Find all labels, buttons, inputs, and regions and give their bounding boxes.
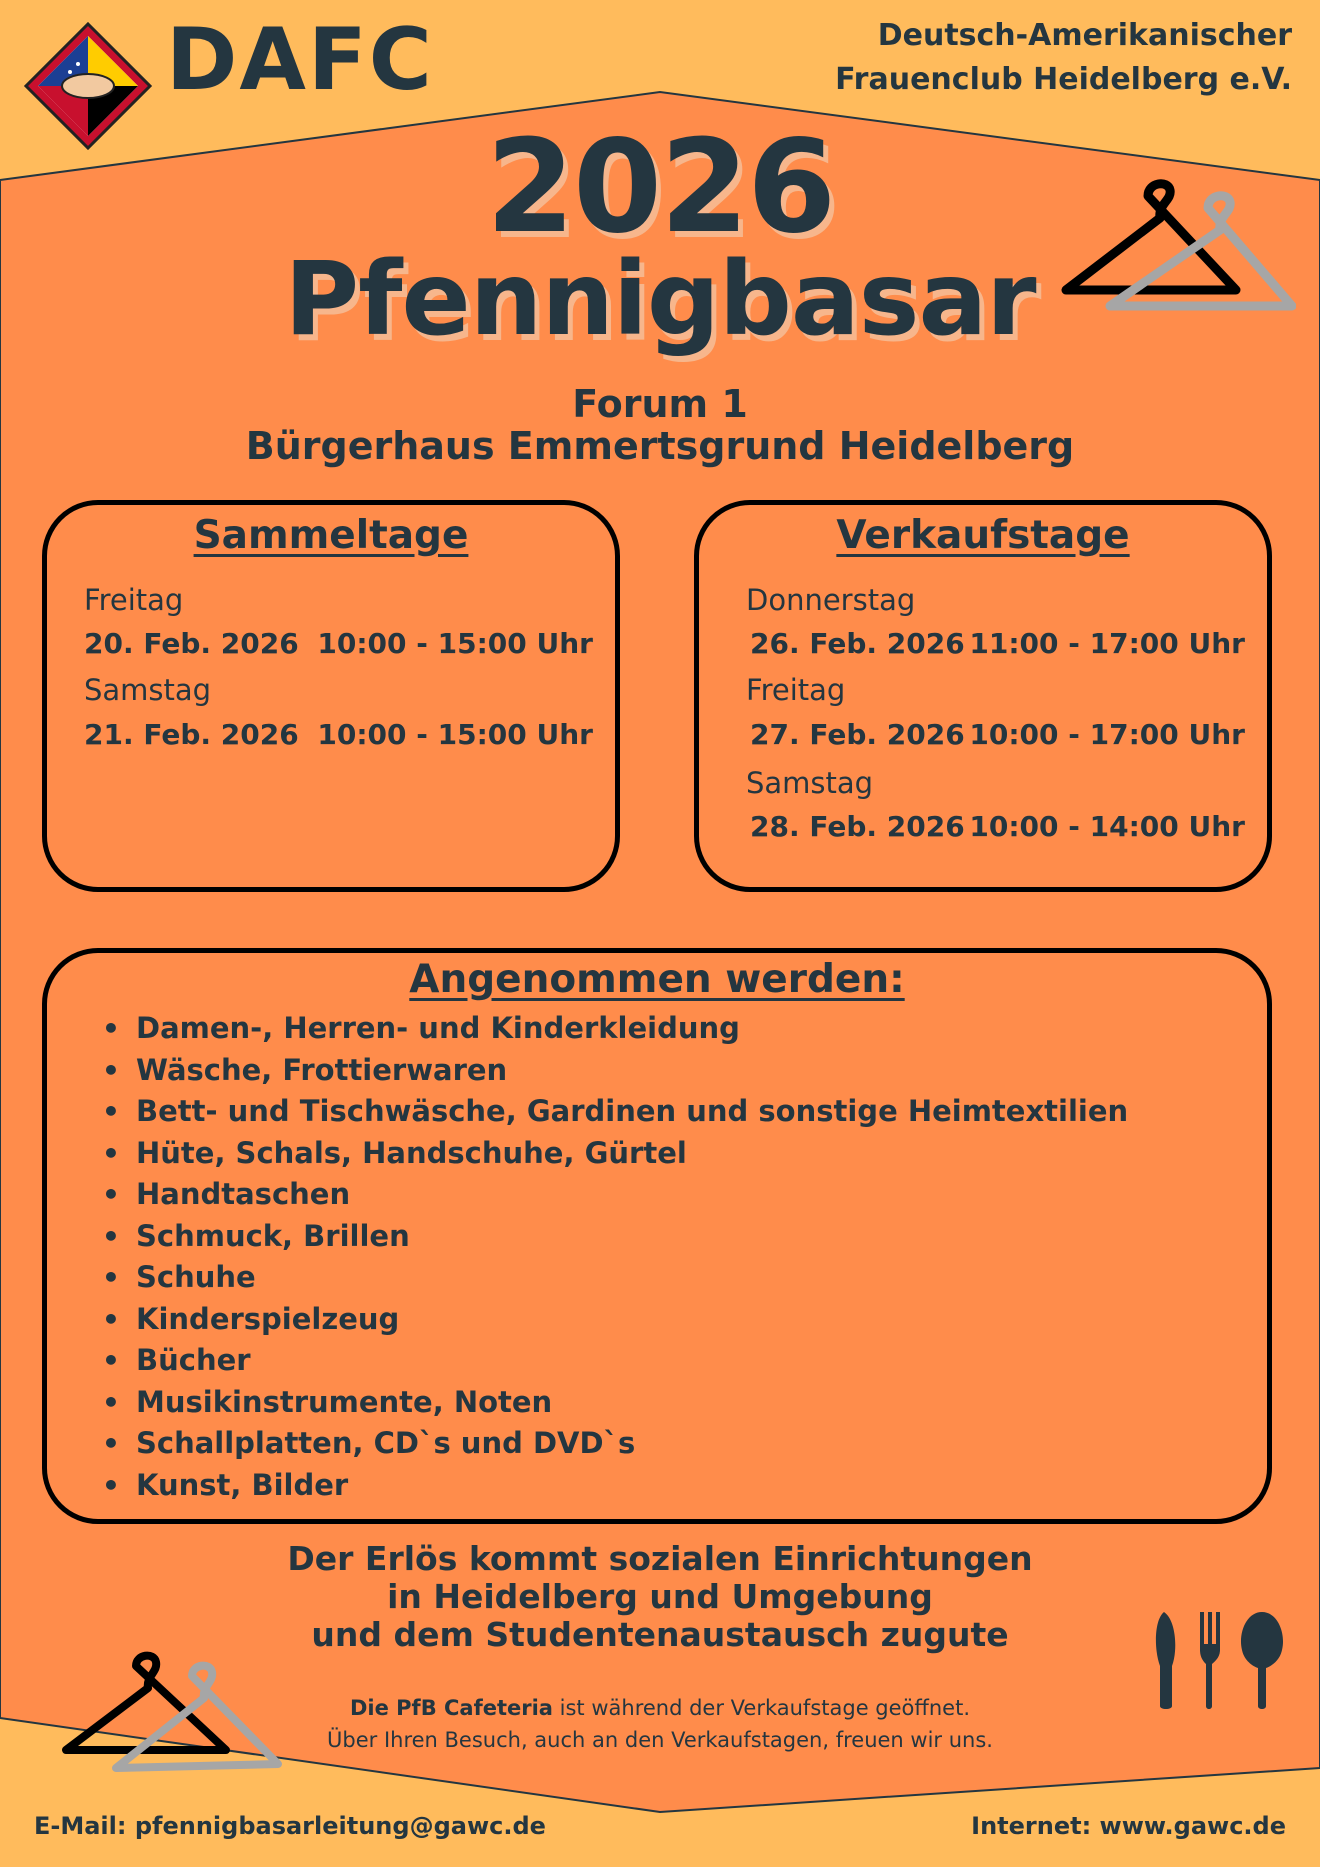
proceeds-line3: und dem Studentenaustausch zugute bbox=[311, 1615, 1009, 1654]
list-item: • Handtaschen bbox=[92, 1174, 1128, 1216]
collection-days-box bbox=[42, 500, 620, 892]
sales-day-1-time: 11:00 - 17:00 Uhr bbox=[969, 627, 1245, 660]
list-item: • Musikinstrumente, Noten bbox=[92, 1382, 1128, 1424]
list-item: • Hüte, Schals, Handschuhe, Gürtel bbox=[92, 1133, 1128, 1175]
website-link[interactable]: Internet: www.gawc.de bbox=[971, 1812, 1286, 1840]
collection-day-2-weekday: Samstag bbox=[84, 673, 212, 707]
collection-days-title: Sammeltage bbox=[193, 513, 469, 558]
list-item: • Schallplatten, CD`s und DVD`s bbox=[92, 1423, 1128, 1465]
email-link[interactable]: E-Mail: pfennigbasarleitung@gawc.de bbox=[34, 1812, 546, 1840]
sales-day-3-weekday: Samstag bbox=[746, 766, 874, 800]
club-name bbox=[835, 14, 1292, 102]
list-item: • Damen-, Herren- und Kinderkleidung bbox=[92, 1008, 1128, 1050]
club-name-line2: Frauenclub Heidelberg e.V. bbox=[835, 62, 1292, 97]
sales-day-2-time: 10:00 - 17:00 Uhr bbox=[969, 718, 1245, 751]
list-item: • Kinderspielzeug bbox=[92, 1299, 1128, 1341]
sales-day-1-date: 26. Feb. 2026 bbox=[750, 627, 965, 660]
list-item: • Wäsche, Frottierwaren bbox=[92, 1050, 1128, 1092]
sales-day-1-weekday: Donnerstag bbox=[746, 583, 916, 617]
list-item: • Kunst, Bilder bbox=[92, 1465, 1128, 1507]
collection-day-1-time: 10:00 - 15:00 Uhr bbox=[317, 627, 593, 660]
list-item: • Bett- und Tischwäsche, Gardinen und sonstige Heimtextilien bbox=[92, 1091, 1128, 1133]
club-name-line1: Deutsch-Amerikanischer bbox=[877, 18, 1292, 53]
accepted-items-title: Angenommen werden: bbox=[409, 957, 905, 1002]
proceeds-line1: Der Erlös kommt sozialen Einrichtungen bbox=[287, 1539, 1033, 1578]
sales-day-2-date: 27. Feb. 2026 bbox=[750, 718, 965, 751]
collection-day-2-date: 21. Feb. 2026 bbox=[84, 718, 299, 751]
cafeteria-note bbox=[0, 1692, 1320, 1756]
collection-day-2-time: 10:00 - 15:00 Uhr bbox=[317, 718, 593, 751]
proceeds-line2: in Heidelberg und Umgebung bbox=[387, 1577, 933, 1616]
cafeteria-line1 bbox=[0, 1692, 1320, 1724]
sales-days-box bbox=[694, 500, 1272, 892]
sales-days-title: Verkaufstage bbox=[836, 513, 1130, 558]
sales-day-3-date: 28. Feb. 2026 bbox=[750, 810, 965, 843]
cafeteria-line2: Über Ihren Besuch, auch an den Verkaufstagen, freuen wir uns. bbox=[327, 1728, 993, 1752]
event-title: Pfennigbasar bbox=[284, 240, 1036, 359]
logo-text: DAFC bbox=[166, 10, 434, 110]
location-line1: Forum 1 bbox=[572, 382, 748, 426]
accepted-items-list bbox=[92, 1008, 1128, 1506]
list-item: • Schmuck, Brillen bbox=[92, 1216, 1128, 1258]
list-item: • Bücher bbox=[92, 1340, 1128, 1382]
sales-day-3-time: 10:00 - 14:00 Uhr bbox=[969, 810, 1245, 843]
event-year: 2026 bbox=[485, 113, 835, 262]
proceeds-statement bbox=[0, 1540, 1320, 1654]
sales-day-2-weekday: Freitag bbox=[746, 673, 846, 707]
list-item: • Schuhe bbox=[92, 1257, 1128, 1299]
hanger-icon bbox=[1046, 168, 1296, 318]
collection-day-1-date: 20. Feb. 2026 bbox=[84, 627, 299, 660]
location-line2: Bürgerhaus Emmertsgrund Heidelberg bbox=[245, 424, 1075, 468]
cafeteria-name: Die PfB Cafeteria bbox=[349, 1696, 553, 1720]
cafeteria-line1-text: ist während der Verkaufstage geöffnet. bbox=[552, 1696, 970, 1720]
collection-day-1-weekday: Freitag bbox=[84, 583, 184, 617]
